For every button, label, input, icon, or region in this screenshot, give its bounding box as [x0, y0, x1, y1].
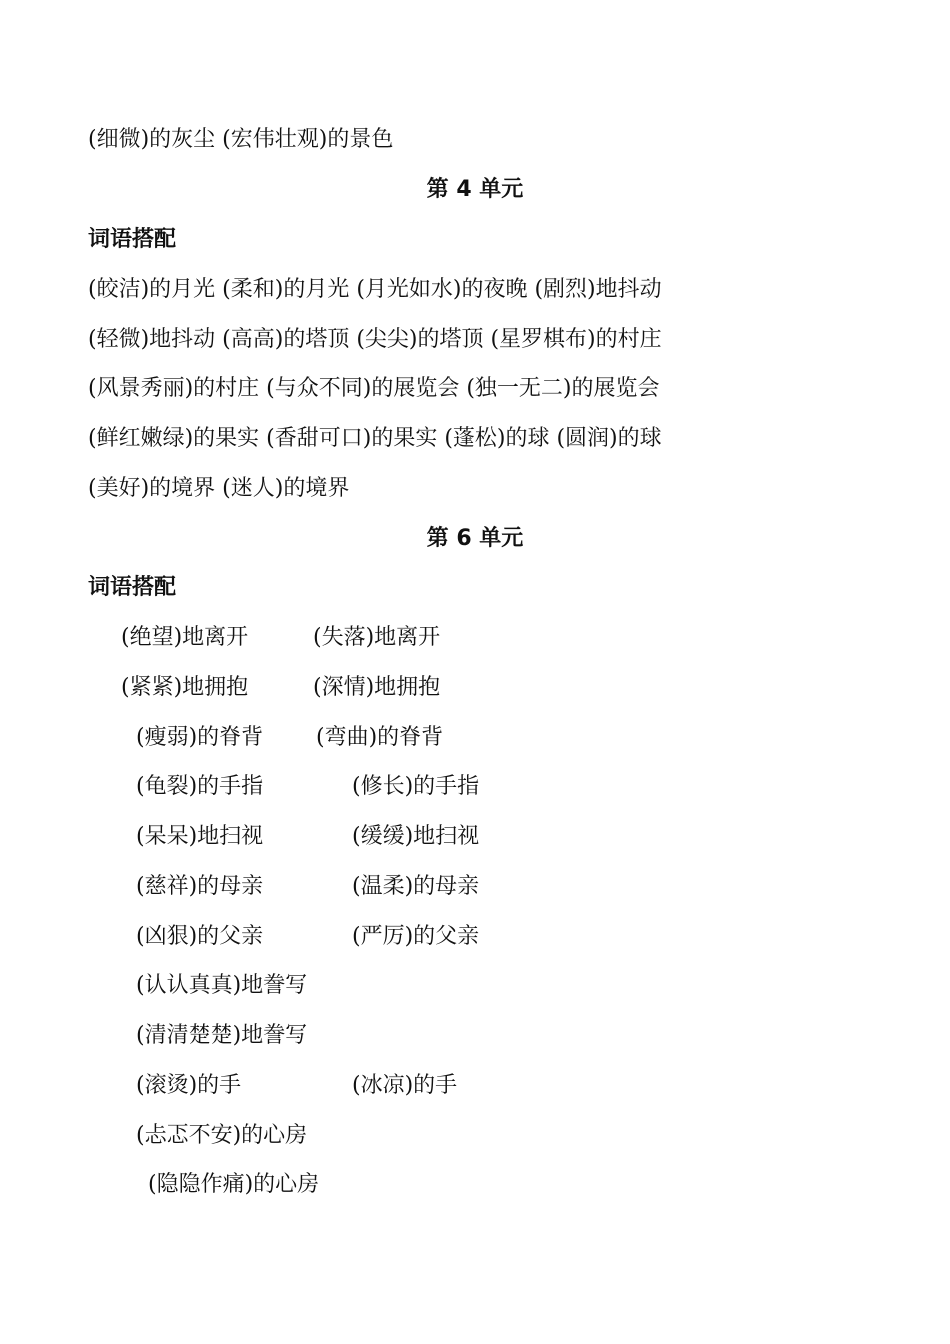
unit6-phrase: (呆呆)地扫视 [136, 824, 264, 849]
unit6-subtitle: 词语搭配 [88, 575, 177, 600]
unit6-phrase: (慈祥)的母亲 [136, 874, 264, 899]
unit4-subtitle: 词语搭配 [88, 227, 177, 252]
unit4-line-3: (风景秀丽)的村庄 (与众不同)的展览会 (独一无二)的展览会 [88, 376, 660, 401]
unit4-title: 第 4 单元 [426, 177, 524, 202]
unit6-phrase: (凶狠)的父亲 [136, 924, 264, 949]
unit6-phrase: (滚烫)的手 [136, 1073, 242, 1098]
unit6-phrase: (失落)地离开 [313, 625, 441, 650]
unit6-phrase: (冰凉)的手 [352, 1073, 458, 1098]
unit6-phrase: (忐忑不安)的心房 [136, 1123, 308, 1148]
unit6-phrase: (瘦弱)的脊背 [136, 725, 264, 750]
unit6-phrase: (缓缓)地扫视 [352, 824, 480, 849]
unit6-phrase: (修长)的手指 [352, 774, 480, 799]
unit6-phrase: (紧紧)地拥抱 [121, 675, 249, 700]
unit6-phrase: (严厉)的父亲 [352, 924, 480, 949]
unit4-line-4: (鲜红嫩绿)的果实 (香甜可口)的果实 (蓬松)的球 (圆润)的球 [88, 426, 662, 451]
unit6-title: 第 6 单元 [426, 526, 524, 551]
unit4-line-5: (美好)的境界 (迷人)的境界 [88, 476, 350, 501]
unit6-phrase: (弯曲)的脊背 [316, 725, 444, 750]
unit6-phrase: (深情)地拥抱 [313, 675, 441, 700]
unit6-phrase: (清清楚楚)地誊写 [136, 1023, 308, 1048]
unit6-phrase: (温柔)的母亲 [352, 874, 480, 899]
unit6-phrase: (绝望)地离开 [121, 625, 249, 650]
unit4-line-2: (轻微)地抖动 (高高)的塔顶 (尖尖)的塔顶 (星罗棋布)的村庄 [88, 327, 662, 352]
unit6-phrase: (认认真真)地誊写 [136, 973, 308, 998]
unit6-phrase: (龟裂)的手指 [136, 774, 264, 799]
unit4-line-1: (皎洁)的月光 (柔和)的月光 (月光如水)的夜晚 (剧烈)地抖动 [88, 277, 662, 302]
unit6-phrase: (隐隐作痛)的心房 [148, 1172, 320, 1197]
intro-line: (细微)的灰尘 (宏伟壮观)的景色 [88, 127, 394, 152]
